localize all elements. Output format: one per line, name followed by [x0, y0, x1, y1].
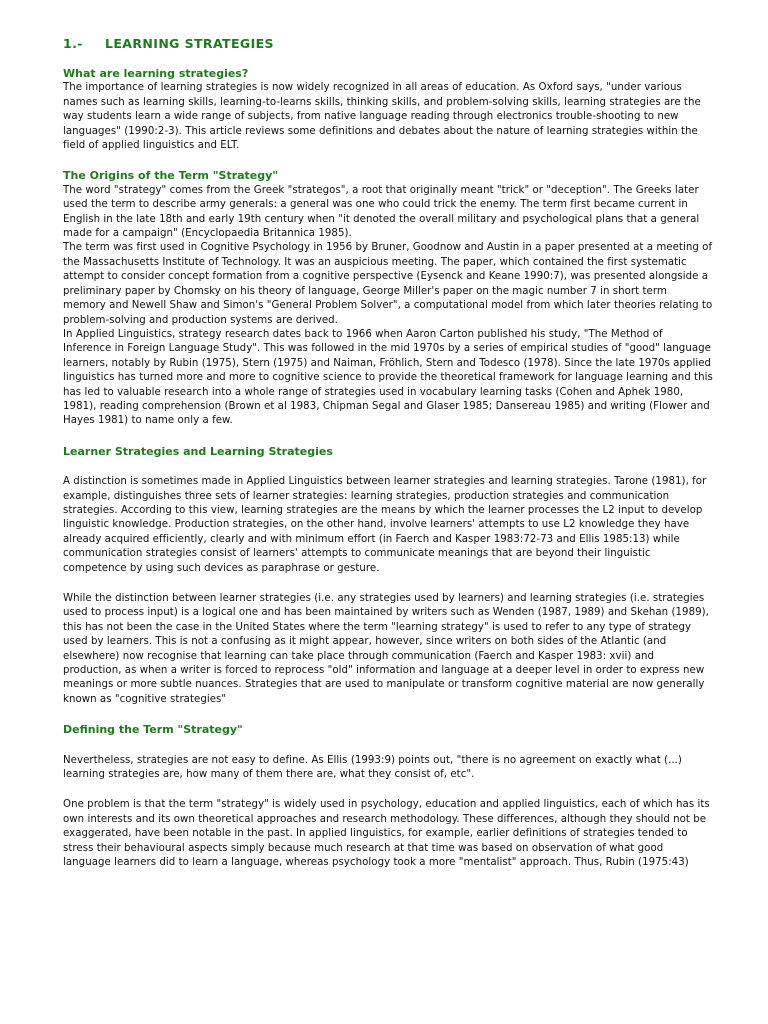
paragraph: The word "strategy" comes from the Greek "strategos", a root that originally meant "trick" or "deception". The Greeks later used the term to describe army generals: a general was one who could trick the enemy. The term first became current in English in the late 18th and early 19th century when "it denoted the overall military and psychological plans that a general made for a campaign" (Encyclopaedia Britannica 1985). — [63, 184, 700, 240]
paragraph: A distinction is sometimes made in Applied Linguistics between learner strategies and learning strategies. Tarone (1981), for example, distinguishes three sets of learner strategies: learning strategies, production strategies and communication strategies. According to this view, learning strategies are the means by which the learner processes the L2 input to develop linguistic knowledge. Production strategies, on the other hand, involve learners' attempts to use L2 knowledge they have already acquired efficiently, clearly and with minimum effort (in Faerch and Kasper 1983:72-73 and Ellis 1985:13) while communication strategies consist of learners' attempts to communicate meanings that are beyond their linguistic competence by using such devices as paraphrase or gesture. — [63, 476, 707, 574]
section-title — [63, 36, 713, 51]
heading-learner-and-learning-strategies: Learner Strategies and Learning Strategies — [63, 444, 333, 458]
paragraph: While the distinction between learner strategies (i.e. any strategies used by learners) and learning strategies (i.e. strategies used to process input) is a logical one and has been maintained by writers such as Wenden (1987, 1989) and Skehan (1989), this has not been the case in the United States where the term "learning strategy" is used to refer to any type of strategy used by learners. This is not a confusing as it might appear, however, since writers on both sides of the Atlantic (and elsewhere) now recognise that learning can take place through communication (Faerch and Kasper 1983: xvii) and production, as when a writer is forced to reprocess "old" information and language at a deeper level in order to express new meanings or more subtle nuances. Strategies that are used to manipulate or transform cognitive material are now generally known as "cognitive strategies" — [63, 593, 709, 705]
heading-origins-of-term-strategy: The Origins of the Term "Strategy" — [63, 169, 279, 183]
section-title-text: LEARNING STRATEGIES — [105, 36, 274, 51]
document-page — [63, 36, 713, 871]
heading-what-are-learning-strategies: What are learning strategies? — [63, 67, 249, 80]
paragraph: The importance of learning strategies is now widely recognized in all areas of education. As Oxford says, "under various names such as learning skills, learning-to-learns skills, thinking skills, and problem-solving skills, learning strategies are the way students learn a wide range of subjects, from native language reading through electronics trouble-shooting to new languages" (1990:2-3). This article reviews some definitions and debates about the nature of learning strategies within the field of applied linguistics and ELT. — [63, 82, 701, 152]
paragraph: One problem is that the term "strategy" is widely used in psychology, education and applied linguistics, each of which has its own interests and its own theoretical approaches and research methodology. These differences, although they should not be exaggerated, have been notable in the past. In applied linguistics, for example, earlier definitions of strategies tended to stress their behavioural aspects simply because much research at that time was based on observation of what good language learners did to learn a language, whereas psychology took a more "mentalist" approach. Thus, Rubin (1975:43) — [63, 799, 710, 869]
paragraph: Nevertheless, strategies are not easy to define. As Ellis (1993:9) points out, "there is no agreement on exactly what (...) learning strategies are, how many of them there are, what they consist of, etc". — [63, 754, 682, 781]
heading-defining-term-strategy: Defining the Term "Strategy" — [63, 723, 243, 737]
paragraph: The term was first used in Cognitive Psychology in 1956 by Bruner, Goodnow and Austin in a paper presented at a meeting of the Massachusetts Institute of Technology. It was an auspicious meeting. The paper, which contained the first systematic attempt to consider concept formation from a cognitive perspective (Eysenck and Keane 1990:7), was presented alongside a preliminary paper by Chomsky on his theory of language, George Miller's paper on the magic number 7 in short term memory and Newell Shaw and Simon's "General Problem Solver", a computational model from which later theories relating to problem-solving and production systems are derived. — [63, 242, 713, 326]
paragraph: In Applied Linguistics, strategy research dates back to 1966 when Aaron Carton published his study, "The Method of Inference in Foreign Language Study". This was followed in the mid 1970s by a series of empirical studies of "good" language learners, notably by Rubin (1975), Stern (1975) and Naiman, Fröhlich, Stern and Todesco (1978). Since the late 1970s applied linguistics has turned more and more to cognitive science to provide the theoretical framework for language learning and this has led to valuable research into a whole range of strategies used in vocabulary learning tasks (Cohen and Aphek 1980, 1981), reading comprehension (Brown et al 1983, Chipman Segal and Glaser 1985; Dansereau 1985) and writing (Flower and Hayes 1981) to name only a few. — [63, 328, 713, 427]
section-number: 1.- — [63, 36, 83, 51]
